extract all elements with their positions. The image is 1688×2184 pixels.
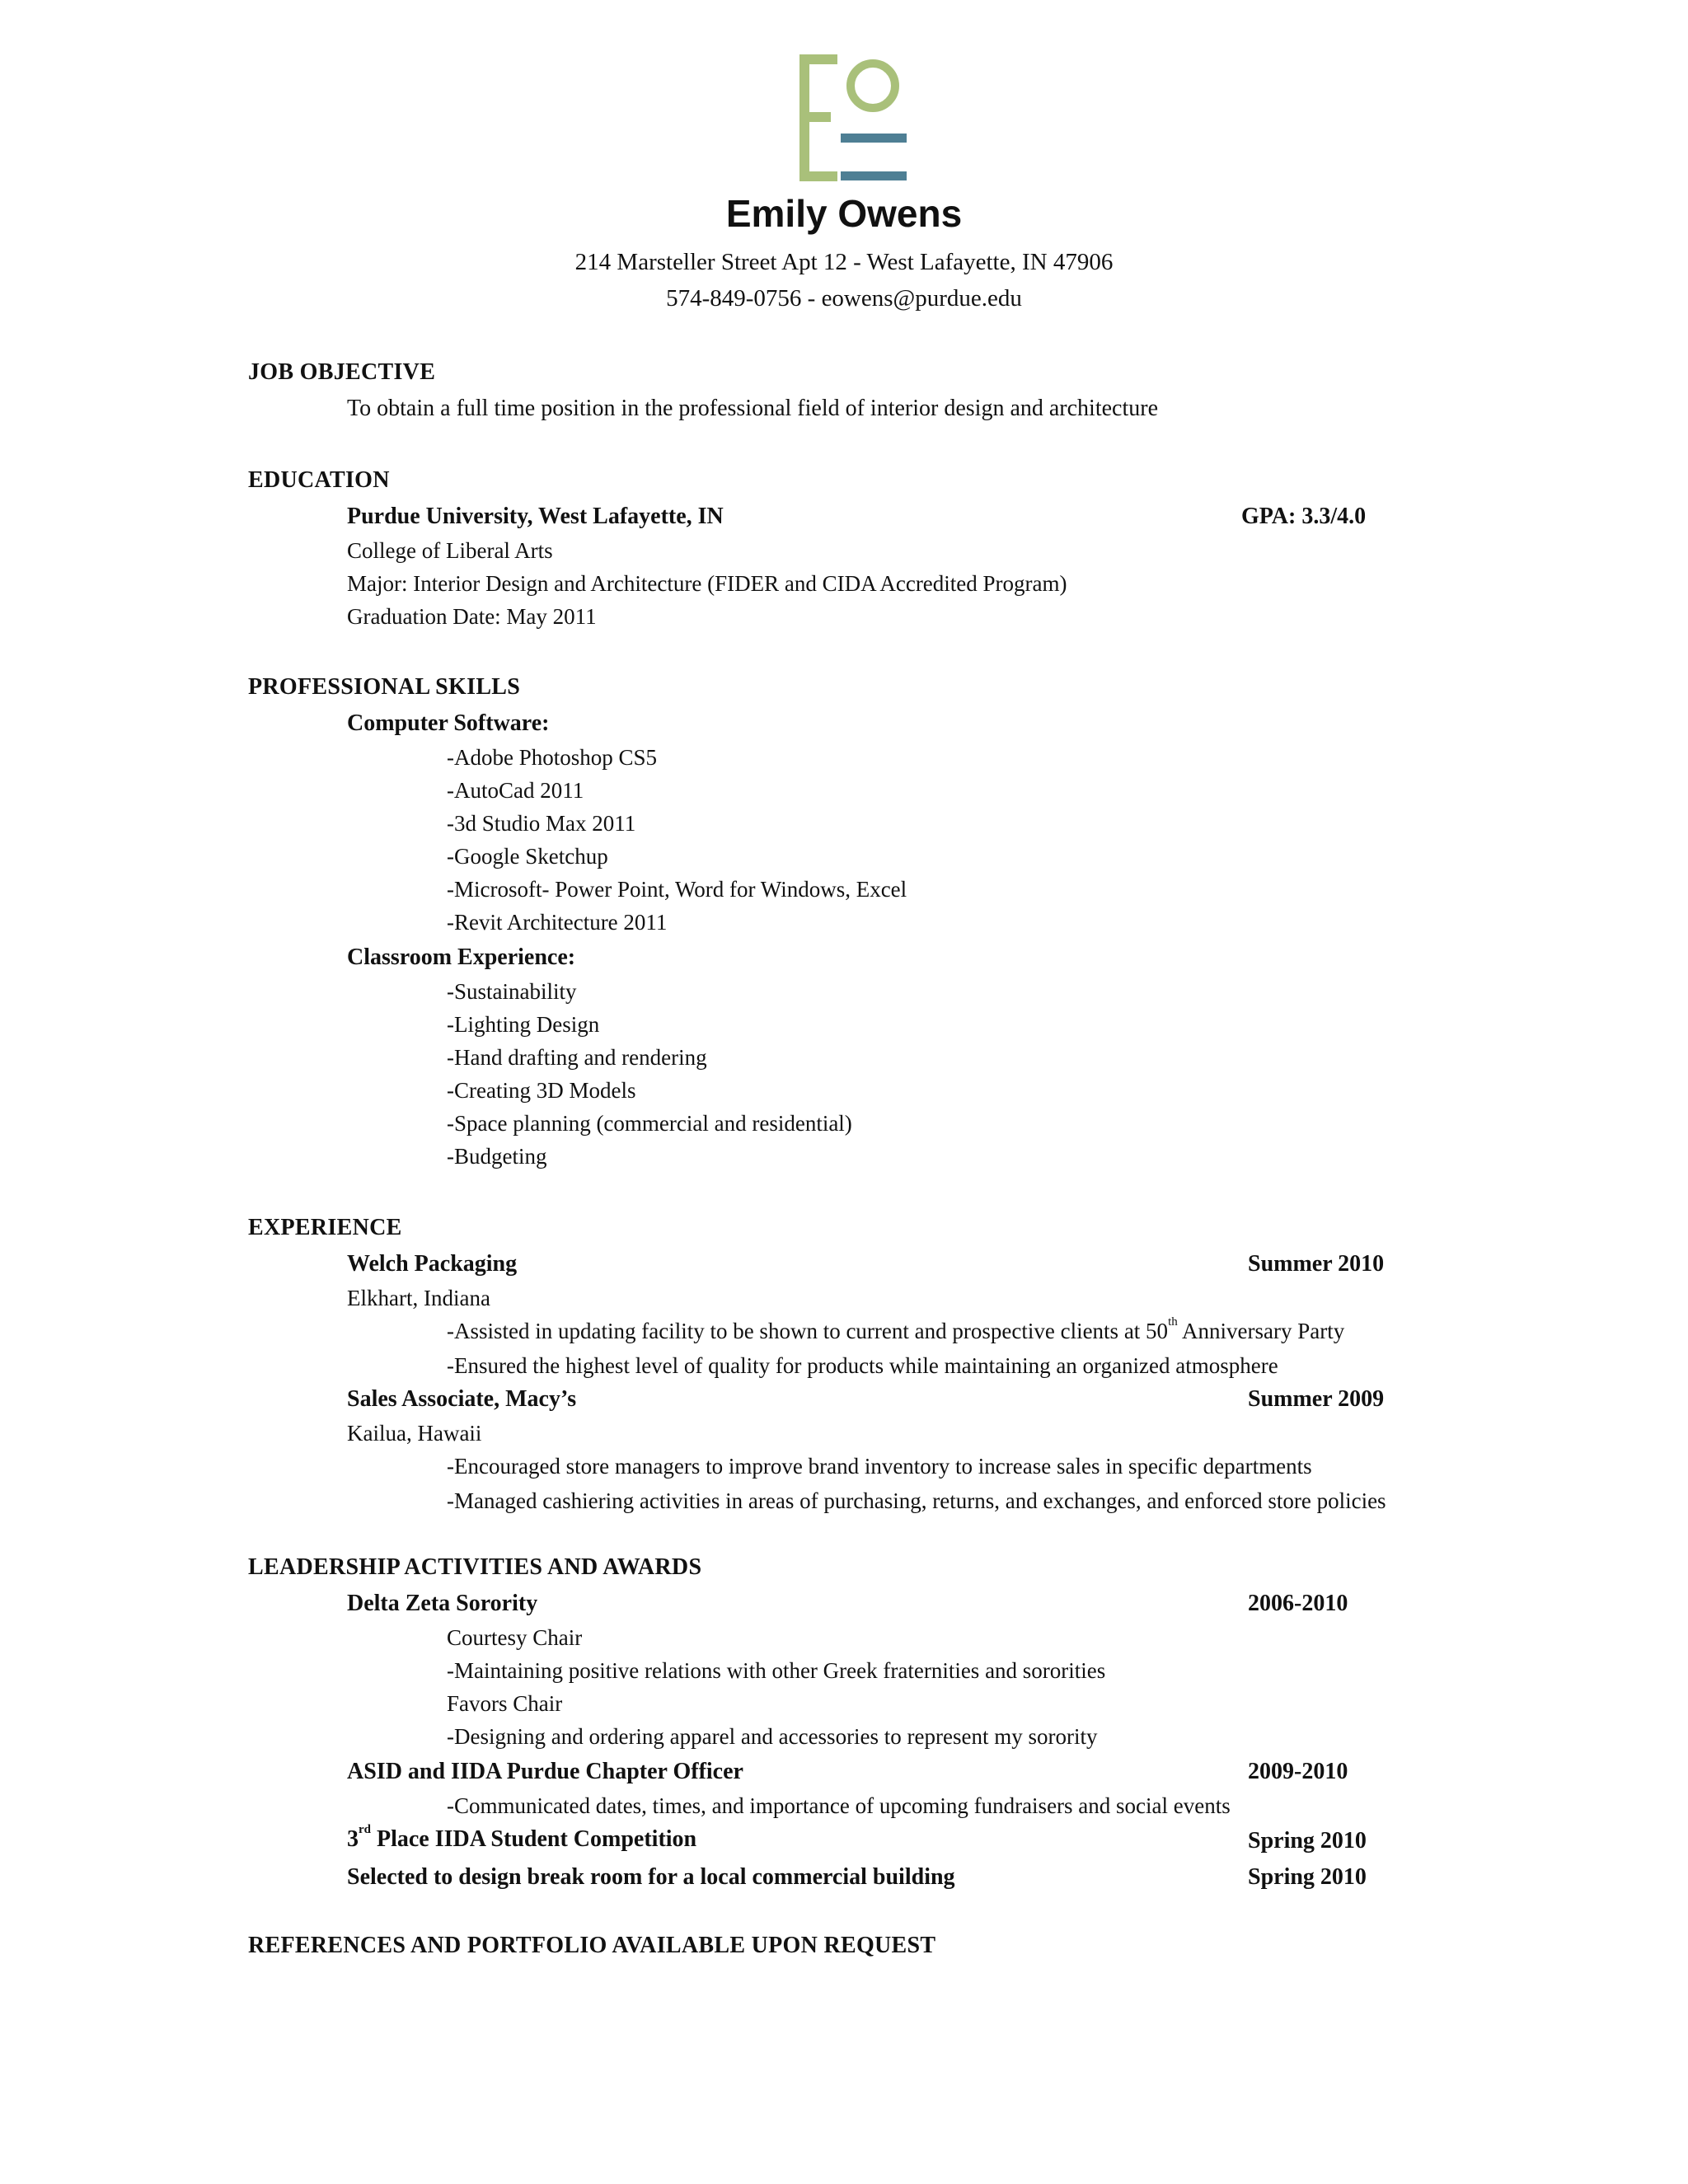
contact-line: 574-849-0756 - eowens@purdue.edu	[666, 285, 1022, 312]
list-item: -Hand drafting and rendering	[447, 1045, 707, 1070]
college-name: College of Liberal Arts	[347, 538, 553, 563]
activity-role: Favors Chair	[447, 1691, 563, 1716]
graduation-date: Graduation Date: May 2011	[347, 604, 597, 629]
section-heading-experience: EXPERIENCE	[248, 1215, 402, 1240]
activity-bullet: -Communicated dates, times, and importance of upcoming fundraisers and social events	[447, 1793, 1231, 1818]
award-title: Selected to design break room for a local commercial building	[347, 1864, 955, 1890]
activity-bullet: -Designing and ordering apparel and accessories to represent my sorority	[447, 1724, 1098, 1749]
activity-role: Courtesy Chair	[447, 1625, 583, 1650]
job-title: Welch Packaging	[347, 1251, 518, 1277]
activity-date: 2006-2010	[1248, 1591, 1348, 1616]
logo-letter-e	[799, 54, 837, 181]
logo-bar-top	[841, 134, 907, 143]
activity-title: ASID and IIDA Purdue Chapter Officer	[347, 1759, 743, 1784]
job-bullet: -Encouraged store managers to improve brand inventory to increase sales in specific departments	[447, 1454, 1312, 1479]
logo-bar-bottom	[841, 171, 907, 180]
list-item: -Sustainability	[447, 979, 577, 1004]
major: Major: Interior Design and Architecture (FIDER and CIDA Accredited Program)	[347, 571, 1067, 596]
section-heading-objective: JOB OBJECTIVE	[248, 359, 436, 385]
award-date: Spring 2010	[1248, 1864, 1367, 1890]
applicant-name: Emily Owens	[725, 192, 963, 235]
eo-monogram-logo	[793, 54, 908, 181]
objective-text: To obtain a full time position in the professional field of interior design and architecture	[347, 396, 1158, 421]
list-item: -Adobe Photoshop CS5	[447, 745, 658, 770]
job-location: Kailua, Hawaii	[347, 1421, 482, 1446]
list-item: -Budgeting	[447, 1144, 547, 1169]
section-heading-education: EDUCATION	[248, 467, 390, 493]
references-note: REFERENCES AND PORTFOLIO AVAILABLE UPON REQUEST	[248, 1933, 936, 1958]
activity-date: 2009-2010	[1248, 1759, 1348, 1784]
job-bullet: -Managed cashiering activities in areas of purchasing, returns, and exchanges, and enforced store policies	[447, 1488, 1386, 1513]
section-heading-skills: PROFESSIONAL SKILLS	[248, 674, 521, 700]
activity-title: Delta Zeta Sorority	[347, 1591, 538, 1616]
list-item: -3d Studio Max 2011	[447, 811, 636, 836]
award-date: Spring 2010	[1248, 1828, 1367, 1854]
list-item: -Microsoft- Power Point, Word for Windows, Excel	[447, 877, 907, 902]
job-title: Sales Associate, Macy’s	[347, 1386, 577, 1412]
award-title: 3rd Place IIDA Student Competition	[347, 1823, 697, 1852]
list-item: -Revit Architecture 2011	[447, 910, 668, 935]
list-item: -Space planning (commercial and residential)	[447, 1111, 852, 1136]
logo-letter-o	[851, 63, 895, 108]
list-item: -Google Sketchup	[447, 844, 608, 869]
school-name: Purdue University, West Lafayette, IN	[347, 504, 724, 529]
classroom-label: Classroom Experience:	[347, 944, 576, 970]
job-location: Elkhart, Indiana	[347, 1286, 490, 1310]
activity-bullet: -Maintaining positive relations with other Greek fraternities and sororities	[447, 1658, 1106, 1683]
list-item: -AutoCad 2011	[447, 778, 584, 803]
software-label: Computer Software:	[347, 710, 550, 736]
job-date: Summer 2010	[1248, 1251, 1385, 1277]
job-bullet: -Assisted in updating facility to be shown to current and prospective clients at 50th Anniversary Party	[447, 1315, 1345, 1343]
list-item: -Lighting Design	[447, 1012, 600, 1037]
job-date: Summer 2009	[1248, 1386, 1385, 1412]
gpa: GPA: 3.3/4.0	[1241, 504, 1367, 529]
section-heading-leadership: LEADERSHIP ACTIVITIES AND AWARDS	[248, 1554, 702, 1580]
address-line: 214 Marsteller Street Apt 12 - West Lafayette, IN 47906	[574, 249, 1114, 275]
job-bullet: -Ensured the highest level of quality for products while maintaining an organized atmosphere	[447, 1353, 1278, 1378]
list-item: -Creating 3D Models	[447, 1078, 636, 1103]
